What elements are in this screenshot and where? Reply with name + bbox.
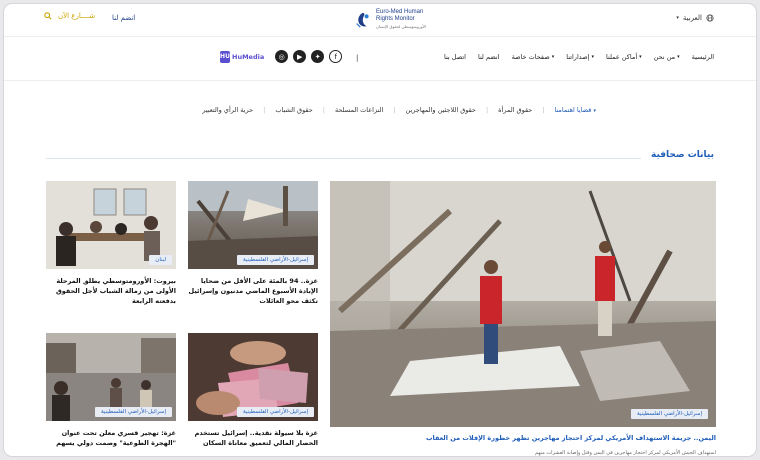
story-image[interactable] — [46, 333, 176, 421]
top-bar — [4, 4, 756, 37]
chevron-down-icon: ▾ — [677, 54, 680, 60]
topics-active-label: قضايا اهتمامنا — [554, 106, 592, 114]
nav-item-contact[interactable]: اتصل بنا — [443, 53, 466, 61]
topic-refugees[interactable]: حقوق اللاجئين والمهاجرين — [405, 106, 476, 114]
story-image[interactable] — [46, 181, 176, 269]
nav-item-join[interactable]: انضم لنا — [477, 53, 500, 61]
search-icon[interactable] — [44, 12, 52, 20]
nav-item-special-label: صفحات خاصة — [511, 53, 550, 61]
story-tag[interactable]: إسرائيل-الأراضي الفلسطينية — [237, 255, 314, 265]
story-title[interactable]: غزة.. 94 بالمئة على الأقل من ضحايا الإبادة الأسبوع الماضي مدنيون وإسرائيل تكثف محو العائلات — [188, 277, 318, 305]
instagram-icon[interactable]: ◎ — [275, 50, 288, 63]
join-us-link[interactable]: انضم لنا — [112, 14, 136, 22]
nav-menu — [444, 53, 714, 61]
language-selector[interactable] — [676, 14, 714, 22]
story-image[interactable] — [188, 181, 318, 269]
chevron-down-icon: ▾ — [591, 54, 595, 60]
nav-item-about[interactable] — [654, 53, 680, 61]
twitter-icon[interactable]: ✦ — [311, 50, 324, 63]
youtube-icon[interactable]: ▶ — [293, 50, 306, 63]
logo-hand-icon — [354, 11, 372, 29]
main-story-image[interactable] — [330, 181, 716, 427]
main-nav — [4, 36, 756, 81]
topics-nav — [202, 106, 596, 114]
main-story-excerpt: استهداف الجيش الأمريكي لمركز احتجاز مهاجرين في اليمن وقتل وإصابة العشرات منهم — [535, 450, 716, 456]
search-area[interactable] — [44, 12, 95, 20]
section-divider — [46, 158, 641, 159]
chevron-down-icon: ▾ — [551, 54, 555, 60]
nav-separator: | — [356, 54, 359, 62]
nav-item-publications-label: إصداراتنا — [566, 53, 590, 61]
topic-freedom-expression[interactable]: حرية الرأي والتعبير — [202, 106, 254, 114]
rubble-scene-image — [330, 181, 716, 427]
site-logo[interactable] — [354, 9, 426, 30]
topic-youth-rights[interactable]: حقوق الشباب — [275, 106, 313, 114]
chevron-down-icon: ▾ — [593, 108, 596, 114]
humedia-label: HuMedia — [232, 52, 265, 61]
nav-item-publications[interactable] — [566, 53, 594, 61]
main-story-title[interactable]: اليمن.. جريمة الاستهداف الأمريكي لمركز احتجاز مهاجرين تظهر خطورة الإفلات من العقاب — [425, 434, 716, 442]
chevron-down-icon: ▾ — [639, 54, 642, 60]
story-tag[interactable]: إسرائيل-الأراضي الفلسطينية — [631, 409, 708, 419]
globe-icon — [706, 14, 714, 22]
logo-name-line1: Euro-Med Human — [376, 9, 424, 15]
story-tag[interactable]: لبنان — [149, 255, 172, 265]
nav-item-locations-label: أماكن عملنا — [606, 53, 638, 61]
topic-women-rights[interactable]: حقوق المرأة — [498, 106, 533, 114]
divider: | — [393, 106, 396, 114]
topic-armed-conflicts[interactable]: النزاعات المسلحة — [334, 106, 384, 114]
story-title[interactable]: غزة بلا سيولة نقدية.. إسرائيل تستخدم الحصار المالي لتعميق معاناة السكان — [194, 429, 318, 447]
chevron-down-icon: ▾ — [676, 15, 679, 21]
facebook-icon[interactable]: f — [329, 50, 342, 63]
topics-active-item[interactable] — [554, 106, 596, 114]
browser-page — [4, 4, 756, 456]
logo-name-line2: Rights Monitor — [376, 16, 415, 22]
divider: | — [263, 106, 266, 114]
social-links — [220, 50, 342, 63]
section-title: بيانات صحافية — [651, 150, 714, 160]
nav-item-locations[interactable] — [606, 53, 642, 61]
nav-item-home[interactable]: الرئيسية — [691, 53, 714, 61]
nav-item-about-label: من نحن — [653, 53, 676, 61]
divider: | — [485, 106, 489, 114]
story-title[interactable]: غزة: تهجير قسري معلن تحت عنوان "الهجرة الطوعية" وصمت دولي يسهم — [56, 429, 176, 447]
language-label: العربية — [682, 14, 702, 22]
humedia-logo-icon: HU — [220, 51, 230, 63]
nav-item-special-pages[interactable] — [512, 53, 555, 61]
logo-arabic-name: الأورومتوسطي لحقوق الإنسان — [376, 24, 427, 29]
story-title[interactable]: بيروت: الأورومتوسطي يطلق المرحلة الأولى من زمالة الشباب لأجل الحقوق بدفعته الرابعة — [55, 277, 176, 305]
story-image[interactable] — [188, 333, 318, 421]
divider: | — [542, 106, 545, 114]
story-tag[interactable]: إسرائيل-الأراضي الفلسطينية — [95, 407, 172, 417]
search-label[interactable]: شــــارع الآن — [58, 12, 96, 20]
divider: | — [322, 106, 325, 114]
humedia-link[interactable] — [220, 51, 264, 63]
story-tag[interactable]: إسرائيل-الأراضي الفلسطينية — [237, 407, 314, 417]
